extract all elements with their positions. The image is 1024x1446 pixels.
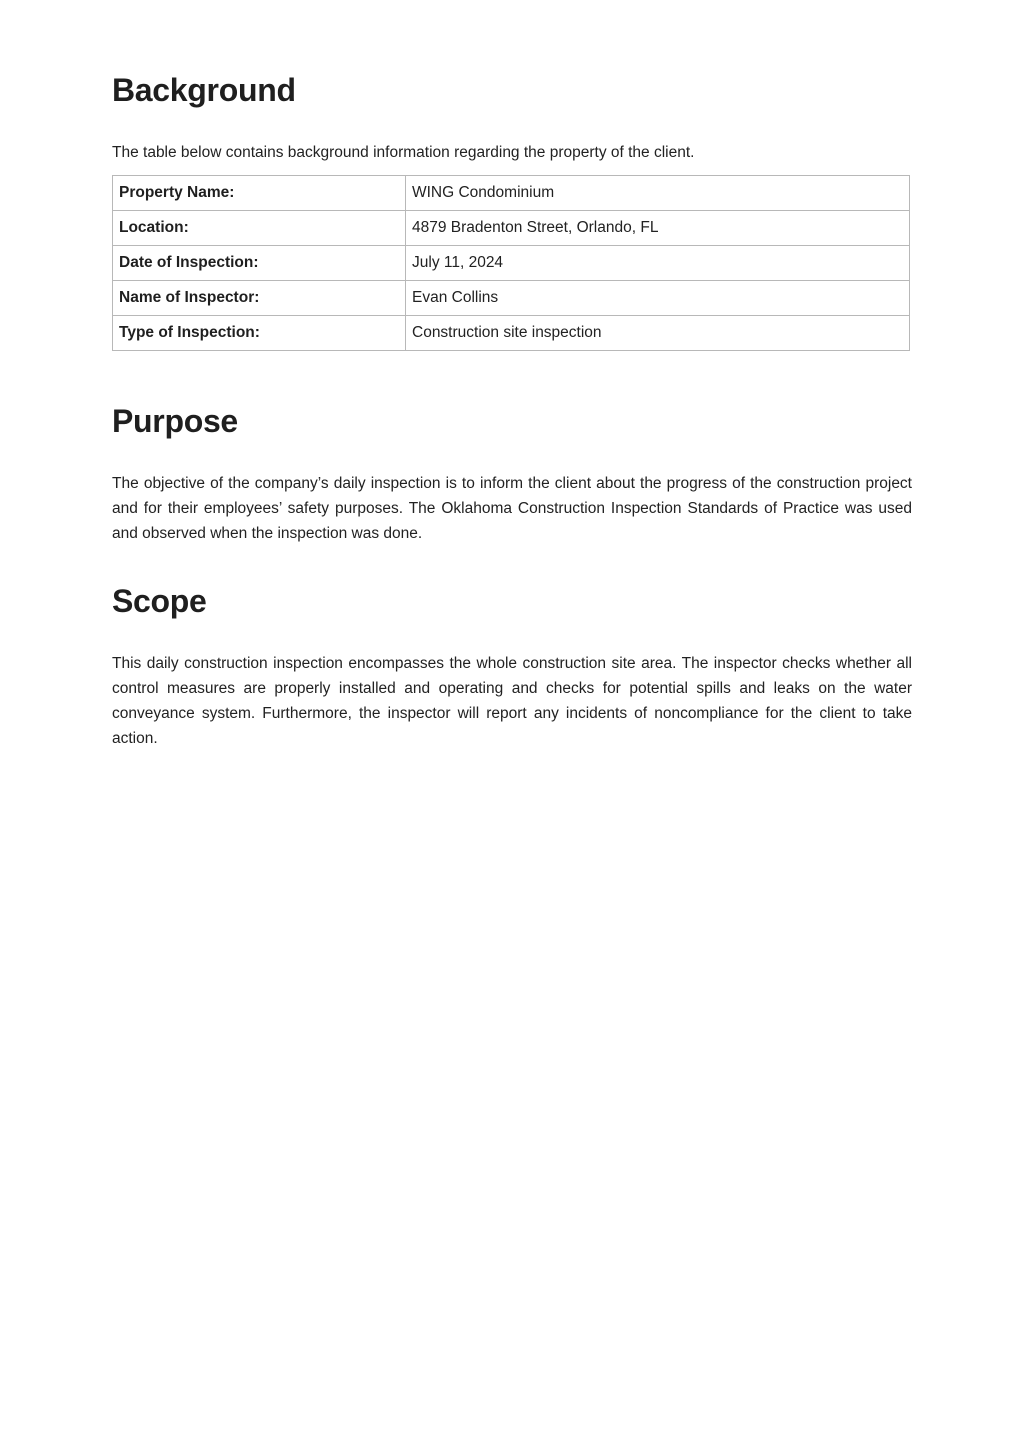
background-intro: The table below contains background information regarding the property of the client.: [112, 144, 695, 161]
table-value-type-of-inspection: Construction site inspection: [406, 316, 910, 351]
table-row: [113, 211, 910, 246]
table-row: [113, 316, 910, 351]
background-info-table: [112, 175, 910, 351]
scope-heading: Scope: [112, 583, 207, 619]
table-label-date-of-inspection: Date of Inspection:: [113, 246, 406, 281]
table-label-type-of-inspection: Type of Inspection:: [113, 316, 406, 351]
purpose-heading: Purpose: [112, 403, 238, 439]
scope-body: This daily construction inspection encompasses the whole construction site area. The inspector checks whether all control measures are properly installed and operating and checks for potential spills and leaks on the water conveyance system. Furthermore, the inspector will report any incidents of noncompliance for the client to take action.: [112, 655, 912, 747]
table-label-property-name: Property Name:: [113, 176, 406, 211]
table-row: [113, 246, 910, 281]
table-label-location: Location:: [113, 211, 406, 246]
table-label-name-of-inspector: Name of Inspector:: [113, 281, 406, 316]
table-value-property-name: WING Condominium: [406, 176, 910, 211]
table-row: [113, 176, 910, 211]
background-heading: Background: [112, 72, 296, 108]
table-value-date-of-inspection: July 11, 2024: [406, 246, 910, 281]
table-value-location: 4879 Bradenton Street, Orlando, FL: [406, 211, 910, 246]
table-row: [113, 281, 910, 316]
purpose-body: The objective of the company’s daily inspection is to inform the client about the progress of the construction project and for their employees’ safety purposes. The Oklahoma Construction Inspection Standards of Practice was used and observed when the inspection was done.: [112, 475, 912, 542]
table-value-name-of-inspector: Evan Collins: [406, 281, 910, 316]
